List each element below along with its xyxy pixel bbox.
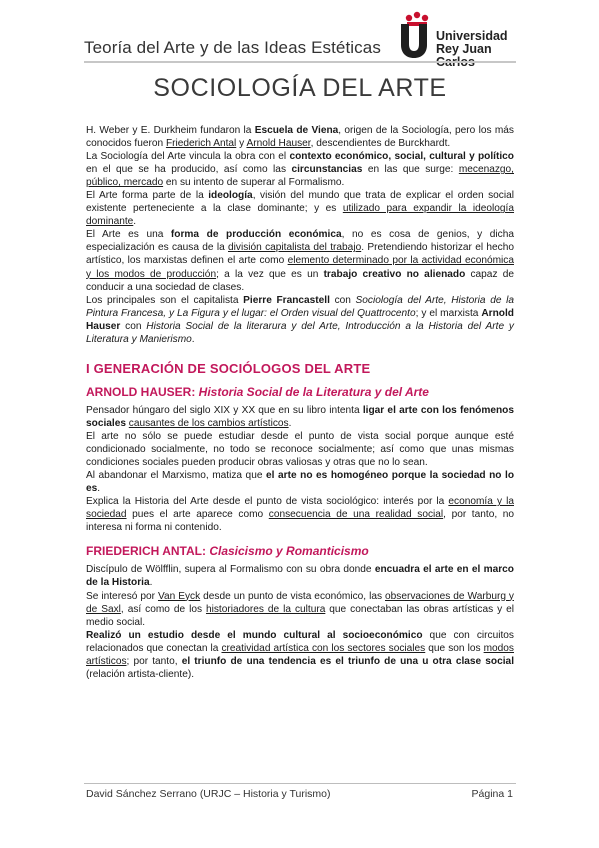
intro-paragraph-2: La Sociología del Arte vincula la obra con el contexto económico, social, cultural y político en el que se ha producido, así como las circunstancias en las que surge: mecenazgo, público, mercado en su intento de superar al Formalismo. bbox=[86, 151, 514, 189]
footer-author: David Sánchez Serrano (URJC – Historia y Turismo) bbox=[86, 788, 331, 800]
page-number: Página 1 bbox=[471, 788, 513, 800]
document-body bbox=[86, 124, 514, 681]
intro-paragraph-1: H. Weber y E. Durkheim fundaron la Escuela de Viena, origen de la Sociología, pero los más conocidos fueron Friederich Antal y Arnold Hauser, descendientes de Burckhardt. bbox=[86, 125, 514, 150]
logo-line-2: Rey Juan bbox=[436, 42, 492, 56]
intro-paragraph-4: El Arte es una forma de producción económica, no es cosa de genios, y dicha especialización es causa de la división capitalista del trabajo. Pretendiendo historizar el hecho artístico, los marxistas definen el arte como elemento determinado por la actividad económica y los modos de producción; a la vez que es un trabajo creativo no alienado capaz de conducir a una sociedad de clases. bbox=[86, 229, 515, 293]
page-header bbox=[84, 10, 516, 60]
hauser-paragraph-4: Explica la Historia del Arte desde el punto de vista sociológico: interés por la economía y la sociedad pues el arte aparece como consecuencia de una realidad social, por tanto, no interesa ni forma ni contenido. bbox=[86, 496, 514, 534]
intro-paragraph-5: Los principales son el capitalista Pierre Francastell con Sociología del Arte, Historia de la Pintura Francesa, y La Figura y el lugar: el Orden visual del Quattrocento; y el marxista Arnold Hauser con Historia Social de la literarura y del Arte, Introducción a la Historia del Arte y Literatura y Manierismo. bbox=[86, 294, 514, 345]
antal-heading: FRIEDERICH ANTAL: Clasicismo y Romanticismo bbox=[86, 544, 369, 559]
hauser-heading: ARNOLD HAUSER: Historia Social de la Literatura y del Arte bbox=[86, 384, 429, 399]
hauser-paragraph-1: Pensador húngaro del siglo XIX y XX que en su libro intenta ligar el arte con los fenómenos sociales causantes de los cambios artísticos. bbox=[86, 404, 514, 429]
hauser-paragraph-2: El arte no sólo se puede estudiar desde el punto de vista social porque aunque esté condicionado socialmente, no todo se reconoce socialmente; así como que unas mismas condiciones sociales pueden producir obras valiosas y otras que no lo sean. bbox=[86, 430, 514, 469]
section-heading: I GENERACIÓN DE SOCIÓLOGOS DEL ARTE bbox=[86, 360, 371, 376]
antal-paragraph-2: Se interesó por Van Eyck desde un punto de vista económico, las observaciones de Warburg y de Saxl, así como de los historiadores de la cultura que conectaban las obras artísticas y el medio social. bbox=[86, 590, 514, 628]
logo-text bbox=[436, 30, 519, 69]
header-divider bbox=[84, 61, 516, 63]
logo-line-1: Universidad bbox=[436, 29, 508, 43]
page-title: SOCIOLOGÍA DEL ARTE bbox=[153, 74, 447, 102]
antal-paragraph-1: Discípulo de Wölfflin, supera al Formalismo con su obra donde encuadra el arte en el marco de la Historia. bbox=[86, 564, 514, 589]
intro-paragraph-3: El Arte forma parte de la ideología, visión del mundo que trata de explicar el orden social existente perteneciente a la clase dominante; y es utilizado para expandir la ideología dominante. bbox=[86, 190, 515, 228]
antal-paragraph-3: Realizó un estudio desde el mundo cultural al socioeconómico que con circuitos relacionados que conectan la creatividad artística con los sectores sociales que son los modos artísticos; por tanto, el triunfo de una tendencia es el triunfo de una u otra clase social (relación artista-cliente). bbox=[86, 629, 515, 680]
university-logo bbox=[394, 10, 519, 60]
course-title: Teoría del Arte y de las Ideas Estéticas bbox=[84, 38, 381, 57]
hauser-paragraph-3: Al abandonar el Marxismo, matiza que el arte no es homogéneo porque la sociedad no lo es. bbox=[86, 470, 514, 495]
u-letter-icon bbox=[398, 24, 430, 58]
footer-divider bbox=[84, 783, 516, 784]
